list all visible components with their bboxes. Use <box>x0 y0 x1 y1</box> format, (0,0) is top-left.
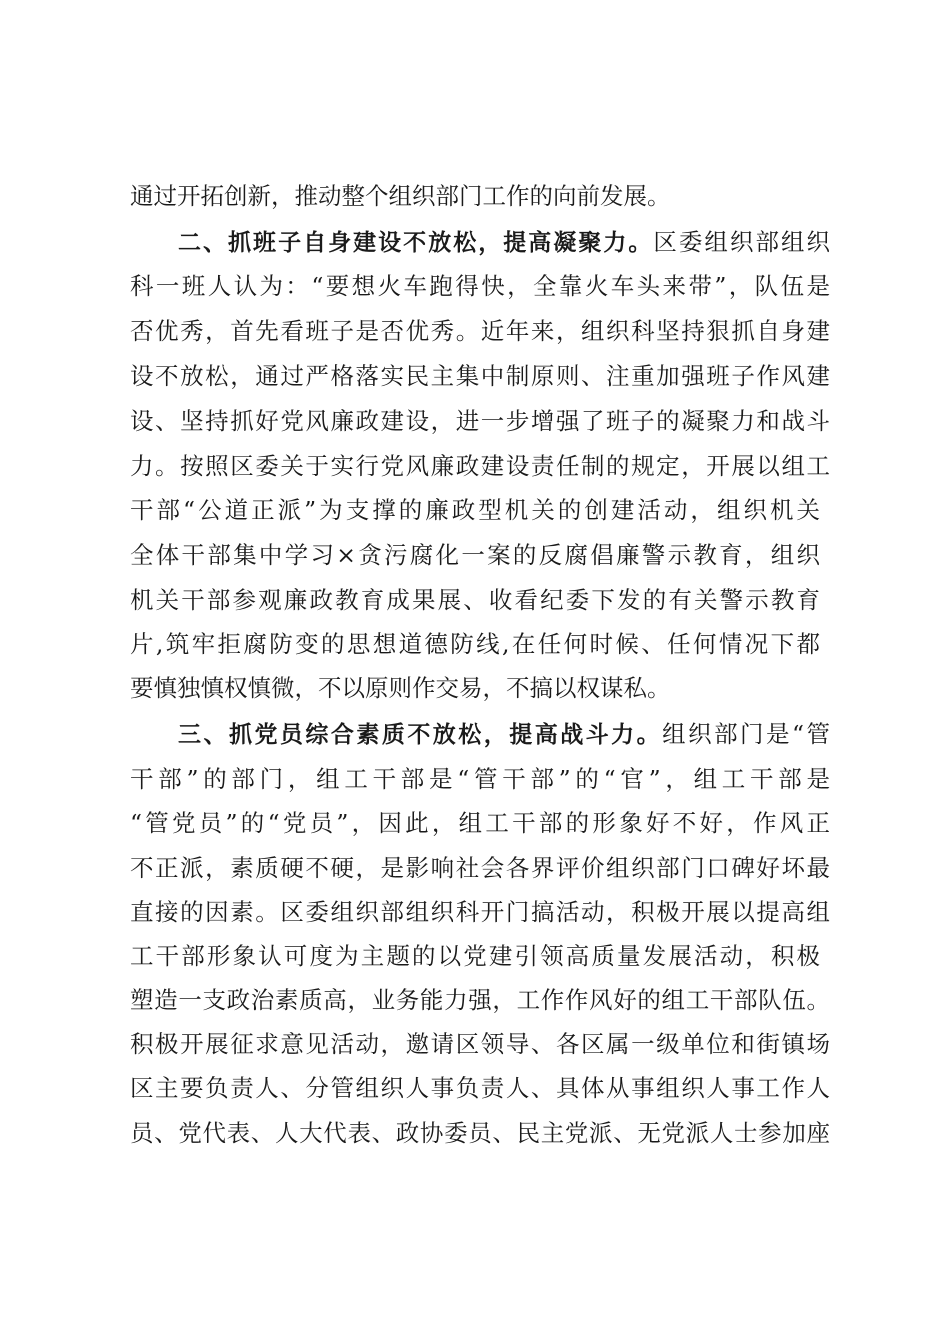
paragraph-line <box>130 936 820 976</box>
paragraph-line <box>130 759 830 799</box>
line-text: 区委组织部组织 <box>653 228 831 256</box>
paragraph-line <box>130 401 830 441</box>
paragraph-line <box>130 624 820 664</box>
line-text: 设、坚持抓好党风廉政建设，进一步增强了班子的凝聚力和战斗 <box>130 407 830 435</box>
section-heading-line <box>178 714 830 754</box>
line-text: 力。按照区委关于实行党风廉政建设责任制的规定，开展以组工 <box>130 452 830 480</box>
paragraph-line <box>130 580 820 620</box>
section-heading-line <box>178 222 830 262</box>
paragraph-line <box>130 266 830 306</box>
paragraph-line <box>130 535 820 575</box>
paragraph-line <box>130 1024 830 1064</box>
line-text: 工干部形象认可度为主题的以党建引领高质量发展活动，积极 <box>130 942 820 970</box>
paragraph-line <box>130 980 830 1020</box>
paragraph-line <box>130 668 830 708</box>
paragraph-line <box>130 490 820 530</box>
paragraph-line <box>130 356 830 396</box>
paragraph-line <box>130 1068 830 1108</box>
line-text: 塑造一支政治素质高，业务能力强，工作作风好的组工干部队伍。 <box>130 986 830 1014</box>
line-text: 设不放松，通过严格落实民主集中制原则、注重加强班子作风建 <box>130 362 830 390</box>
paragraph-line <box>130 848 830 888</box>
line-text: 片,筑牢拒腐防变的思想道德防线,在任何时候、任何情况下都 <box>130 630 820 658</box>
section-heading-2: 二、抓班子自身建设不放松，提高凝聚力。 <box>178 230 654 256</box>
line-text: “管党员”的“党员”，因此，组工干部的形象好不好，作风正 <box>130 809 830 837</box>
paragraph-line <box>130 446 830 486</box>
line-text: 否优秀，首先看班子是否优秀。近年来，组织科坚持狠抓自身建 <box>130 317 830 345</box>
line-text: 干部”的部门，组工干部是“管干部”的“官”，组工干部是 <box>130 765 830 793</box>
line-text: 干部“公道正派”为支撑的廉政型机关的创建活动，组织机关 <box>130 496 820 524</box>
section-heading-3: 三、抓党员综合素质不放松，提高战斗力。 <box>178 722 663 748</box>
line-text: 员、党代表、人大代表、政协委员、民主党派、无党派人士参加座 <box>130 1119 830 1147</box>
paragraph-line <box>130 176 830 216</box>
line-text: 机关干部参观廉政教育成果展、收看纪委下发的有关警示教育 <box>130 586 820 614</box>
line-text: 积极开展征求意见活动，邀请区领导、各区属一级单位和街镇场 <box>130 1030 830 1058</box>
line-text: 不正派，素质硬不硬，是影响社会各界评价组织部门口碑好坏最 <box>130 854 830 882</box>
paragraph-line <box>130 1113 830 1153</box>
line-text: 通过开拓创新，推动整个组织部门工作的向前发展。 <box>130 182 671 210</box>
line-text: 科一班人认为：“要想火车跑得快，全靠火车头来带”，队伍是 <box>130 272 830 300</box>
line-text: 直接的因素。区委组织部组织科开门搞活动，积极开展以提高组 <box>130 898 830 926</box>
paragraph-line <box>130 311 830 351</box>
line-text: 全体干部集中学习×贪污腐化一案的反腐倡廉警示教育，组织 <box>130 541 820 569</box>
paragraph-line <box>130 803 830 843</box>
line-text: 要慎独慎权慎微，不以原则作交易，不搞以权谋私。 <box>130 674 671 702</box>
line-text: 区主要负责人、分管组织人事负责人、具体从事组织人事工作人 <box>130 1074 830 1102</box>
paragraph-line <box>130 892 830 932</box>
line-text: 组织部门是“管 <box>662 720 830 748</box>
